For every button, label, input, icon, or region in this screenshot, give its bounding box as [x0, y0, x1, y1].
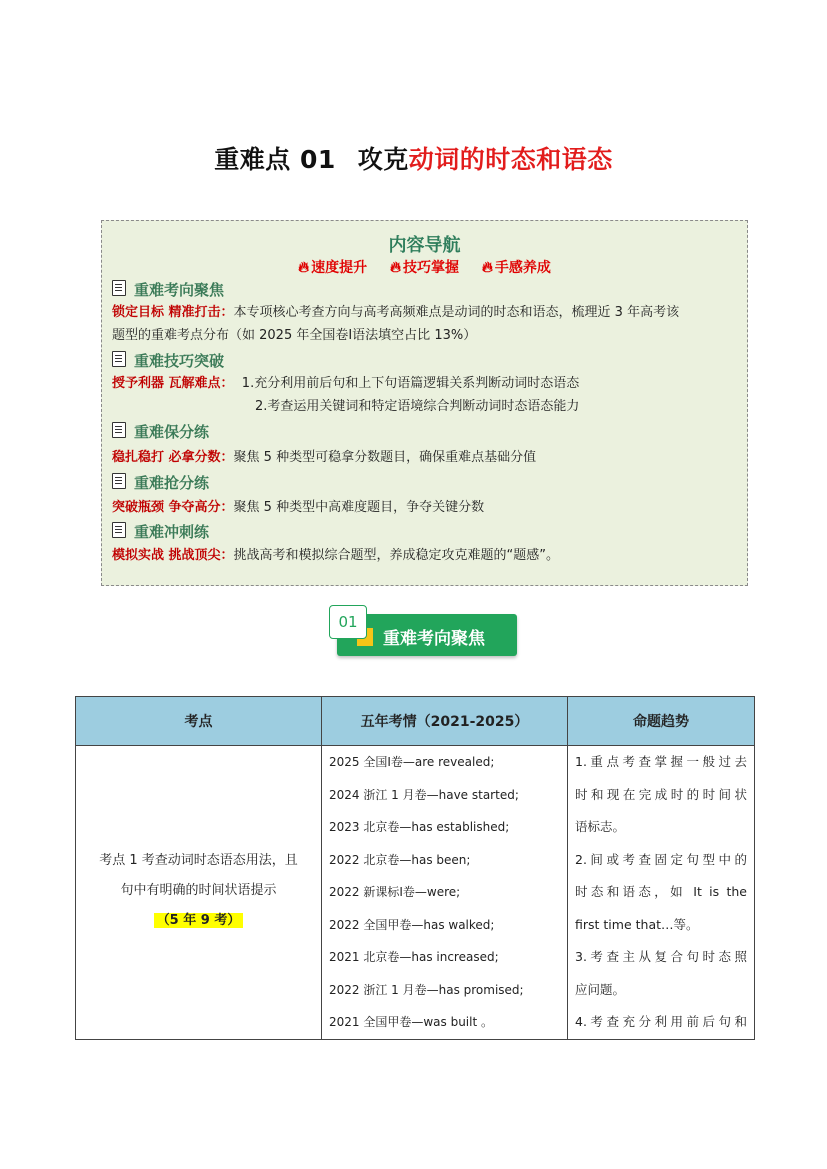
- header-topic: 考点: [76, 697, 322, 746]
- section-line: 稳扎稳打 必拿分数：聚焦 5 种类型可稳拿分数题目，确保重难点基础分值: [112, 450, 537, 465]
- document-icon: [112, 522, 126, 538]
- exam-item: 2023 北京卷—has established;: [329, 820, 510, 834]
- document-icon: [112, 351, 126, 367]
- badge-label: 重难考向聚焦: [383, 629, 485, 649]
- section-line: 2.考查运用关键词和特定语境综合判断动词时态语态能力: [255, 399, 580, 414]
- exam-item: 2021 全国甲卷—was built 。: [329, 1015, 493, 1029]
- title-prefix: 重难点 01: [214, 145, 336, 174]
- section-line: 模拟实战 挑战顶尖：挑战高考和模拟综合题型，养成稳定攻克难题的“题感”。: [112, 548, 560, 563]
- content-navigation-box: [101, 220, 748, 586]
- badge-number: 01: [329, 605, 367, 639]
- header-five-year: 五年考情（2021-2025）: [322, 697, 568, 746]
- section-head-focus: 重难考向聚焦: [112, 279, 224, 300]
- trend-line: 时态和语态，如 It is the: [575, 884, 747, 899]
- table-row: [76, 746, 755, 1040]
- cell-topic: 考点 1 考查动词时态语态用法，且 句中有明确的时间状语提示 （5 年 9 考）: [76, 746, 322, 1040]
- exam-item: 2024 浙江 1 月卷—have started;: [329, 787, 519, 802]
- nav-heading: 内容导航: [388, 235, 461, 256]
- table-header-row: [76, 697, 755, 746]
- exam-table: [75, 696, 755, 1040]
- section-head-safe: 重难保分练: [112, 421, 209, 442]
- section-line: 突破瓶颈 争夺高分：聚焦 5 种类型中高难度题目，争夺关键分数: [112, 500, 485, 515]
- trend-line: 1.重点考查掌握一般过去: [575, 754, 747, 769]
- trend-line: 2.间或考查固定句型中的: [575, 851, 747, 867]
- section-line: 授予利器 瓦解难点： 1.充分利用前后句和上下句语篇逻辑关系判断动词时态语态: [112, 376, 580, 391]
- document-icon: [112, 422, 126, 438]
- section-badge: [337, 612, 517, 658]
- section-line: 题型的重难考点分布（如 2025 年全国卷Ⅰ语法填空占比 13%）: [112, 328, 477, 343]
- flame-icon: 🔥︎: [481, 258, 493, 276]
- flame-icon: 🔥︎: [389, 258, 401, 276]
- header-trend: 命题趋势: [568, 697, 755, 746]
- tag-speed: 🔥︎ 速度提升: [298, 258, 368, 276]
- exam-item: 2021 北京卷—has increased;: [329, 950, 499, 964]
- trend-line: first time that…等。: [575, 916, 699, 932]
- exam-item: 2025 全国Ⅰ卷—are revealed;: [329, 755, 495, 769]
- exam-item: 2022 浙江 1 月卷—has promised;: [329, 982, 524, 997]
- section-line: 锁定目标 精准打击：本专项核心考查方向与高考高频难点是动词的时态和语态，梳理近 3 年高考该: [112, 305, 680, 320]
- cell-exams: [322, 746, 568, 1040]
- page-title: [0, 140, 827, 176]
- exam-item: 2022 全国甲卷—has walked;: [329, 917, 495, 932]
- title-black-part: 攻克: [357, 145, 409, 174]
- exam-item: 2022 新课标Ⅰ卷—were;: [329, 885, 461, 899]
- tag-feel: 🔥︎ 手感养成: [481, 258, 551, 276]
- tag-skill: 🔥︎ 技巧掌握: [389, 258, 459, 276]
- document-icon: [112, 280, 126, 296]
- section-head-sprint: 重难冲刺练: [112, 521, 209, 542]
- nav-tags: [102, 257, 747, 277]
- section-head-skills: 重难技巧突破: [112, 350, 224, 371]
- trend-line: 语标志。: [575, 819, 626, 834]
- highlight-count: （5 年 9 考）: [154, 913, 244, 928]
- section-head-grab: 重难抢分练: [112, 472, 209, 493]
- document-icon: [112, 473, 126, 489]
- trend-line: 时和现在完成时的时间状: [575, 786, 747, 802]
- exam-item: 2022 北京卷—has been;: [329, 852, 471, 867]
- trend-line: 应问题。: [575, 981, 626, 997]
- trend-line: 4.考查充分利用前后句和: [575, 1014, 747, 1029]
- trend-line: 3.考查主从复合句时态照: [575, 949, 747, 964]
- cell-trends: [568, 746, 755, 1040]
- title-red-part: 动词的时态和语态: [408, 145, 613, 174]
- flame-icon: 🔥︎: [298, 258, 310, 276]
